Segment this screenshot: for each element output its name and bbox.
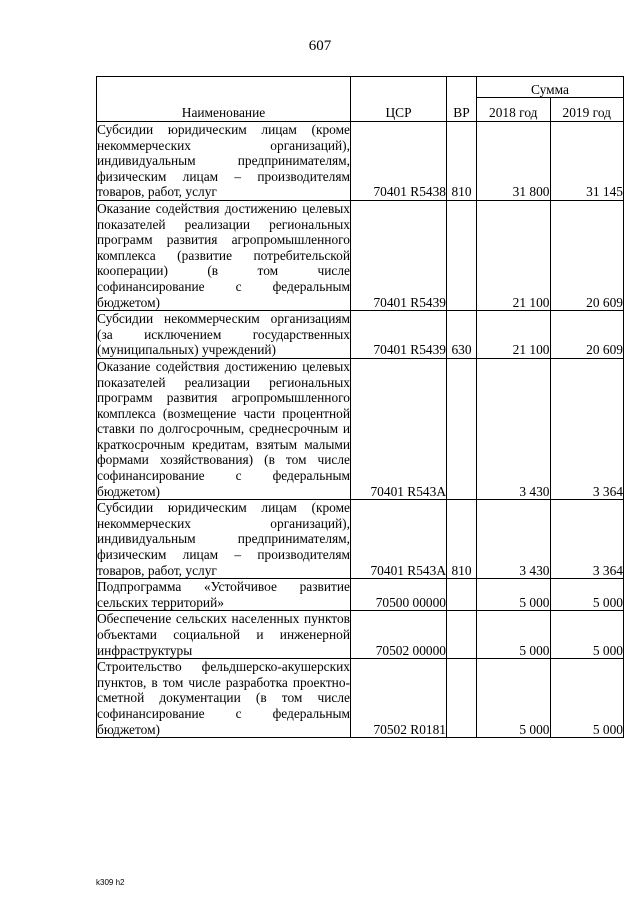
row-vr: 630 (447, 311, 477, 359)
table-row (97, 579, 624, 611)
row-sum-2018: 21 100 (477, 311, 551, 359)
row-name: Оказание содействия достижению целевых показателей реализации региональных программ развития агропромышленного комплекса (возмещение части процентной ставки по долгосрочным, среднесрочным и краткосрочным кредитам, взятым малыми формами хозяйствования) (в том числе софинансирование с федеральным бюджетом) (97, 358, 350, 499)
row-csr: 70502 00000 (351, 611, 447, 659)
row-sum-2018: 5 000 (477, 659, 551, 738)
row-csr: 70401 R5438 (351, 122, 447, 201)
table-header-row (97, 77, 624, 98)
row-sum-2019: 20 609 (550, 200, 624, 310)
row-sum-2019: 5 000 (550, 659, 624, 738)
row-name: Субсидии юридическим лицам (кроме некоммерческих организаций), индивидуальным предпринимателям, физическим лицам – производителям товаров, работ, услуг (97, 122, 350, 200)
header-year-2018: 2018 год (477, 98, 551, 122)
row-sum-2019: 5 000 (550, 611, 624, 659)
row-sum-2018: 31 800 (477, 122, 551, 201)
row-sum-2018: 21 100 (477, 200, 551, 310)
row-vr (447, 659, 477, 738)
row-vr (447, 611, 477, 659)
header-sum: Сумма (477, 77, 624, 98)
row-name: Оказание содействия достижению целевых показателей реализации региональных программ развития агропромышленного комплекса (развитие потребительской кооперации) (в том числе софинансирование с федеральным бюджетом) (97, 200, 350, 310)
row-sum-2019: 3 364 (550, 358, 624, 499)
header-year-2019: 2019 год (550, 98, 624, 122)
table-row (97, 358, 624, 499)
row-name: Субсидии юридическим лицам (кроме некоммерческих организаций), индивидуальным предпринимателям, физическим лицам – производителям товаров, работ, услуг (97, 500, 350, 578)
row-csr: 70401 R543A (351, 500, 447, 579)
row-vr: 810 (447, 500, 477, 579)
row-csr: 70401 R5439 (351, 200, 447, 310)
table-row (97, 122, 624, 201)
row-sum-2019: 20 609 (550, 311, 624, 359)
row-sum-2019: 5 000 (550, 579, 624, 611)
row-csr: 70401 R5439 (351, 311, 447, 359)
row-sum-2019: 3 364 (550, 500, 624, 579)
row-csr: 70502 R0181 (351, 659, 447, 738)
budget-table (96, 76, 624, 738)
row-sum-2018: 3 430 (477, 358, 551, 499)
row-csr: 70500 00000 (351, 579, 447, 611)
page-number: 607 (308, 38, 332, 54)
table-row (97, 200, 624, 310)
row-name: Строительство фельдшерско-акушерских пунктов, в том числе разработка проектно-сметной документации (в том числе софинансирование с федеральным бюджетом) (97, 659, 350, 737)
row-sum-2018: 5 000 (477, 611, 551, 659)
table-row (97, 500, 624, 579)
table-row (97, 659, 624, 738)
row-sum-2019: 31 145 (550, 122, 624, 201)
header-csr: ЦСР (351, 77, 447, 122)
row-vr (447, 579, 477, 611)
row-sum-2018: 3 430 (477, 500, 551, 579)
row-name: Обеспечение сельских населенных пунктов объектами социальной и инженерной инфраструктуры (97, 611, 350, 658)
footer-code: k309 h2 (96, 878, 125, 887)
table-row (97, 611, 624, 659)
row-csr: 70401 R543A (351, 358, 447, 499)
row-name: Подпрограмма «Устойчивое развитие сельских территорий» (97, 579, 350, 610)
header-vr: ВР (447, 77, 477, 122)
row-vr: 810 (447, 122, 477, 201)
table-row (97, 311, 624, 359)
row-sum-2018: 5 000 (477, 579, 551, 611)
row-vr (447, 200, 477, 310)
row-name: Субсидии некоммерческим организациям (за исключением государственных (муниципальных) учреждений) (97, 311, 350, 358)
header-name: Наименование (97, 77, 351, 122)
row-vr (447, 358, 477, 499)
